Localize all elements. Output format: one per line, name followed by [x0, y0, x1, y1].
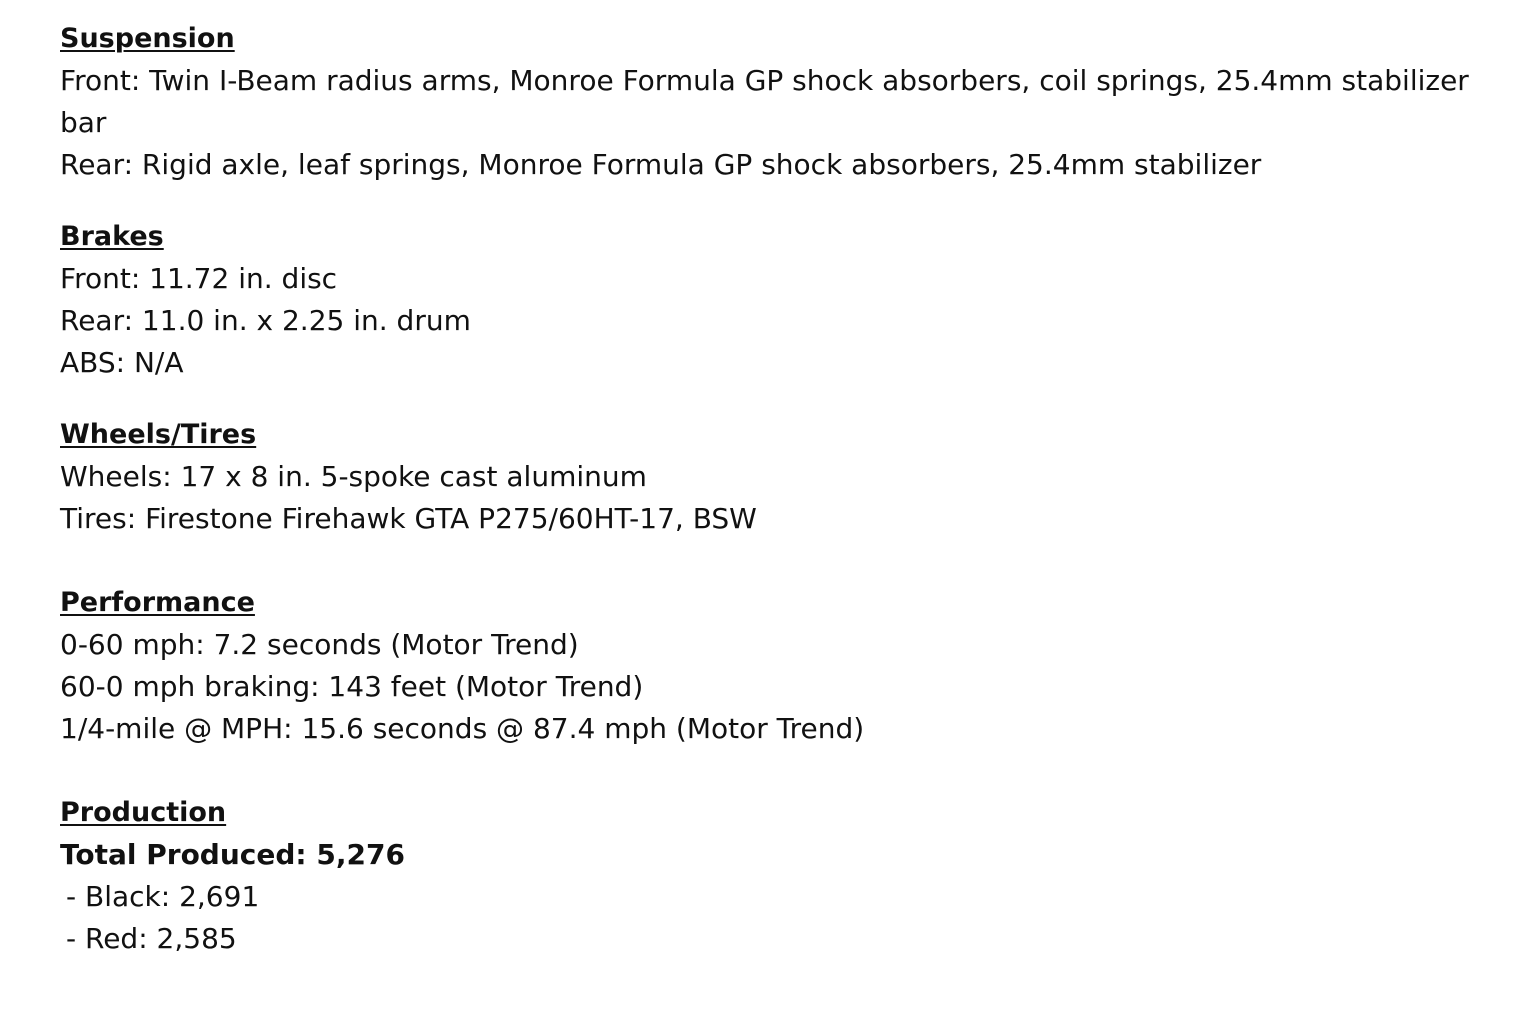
suspension-heading: Suspension: [60, 23, 235, 54]
quarter-mile-time: 1/4-mile @ MPH: 15.6 seconds @ 87.4 mph (Motor Trend): [60, 712, 865, 745]
brakes-rear: Rear: 11.0 in. x 2.25 in. drum: [60, 304, 471, 337]
suspension-section: [60, 18, 1480, 186]
production-red: - Red: 2,585: [66, 922, 237, 955]
wheels-spec: Wheels: 17 x 8 in. 5-spoke cast aluminum: [60, 460, 647, 493]
wheels-tires-heading: Wheels/Tires: [60, 419, 257, 450]
suspension-front: Front: Twin I-Beam radius arms, Monroe Formula GP shock absorbers, coil springs, 25.4mm stabilizer bar: [60, 64, 1469, 139]
production-heading: Production: [60, 797, 227, 828]
performance-section: [60, 582, 1480, 750]
wheels-tires-section: [60, 414, 1480, 540]
zero-sixty-time: 0-60 mph: 7.2 seconds (Motor Trend): [60, 628, 579, 661]
brakes-heading: Brakes: [60, 221, 164, 252]
section-spacer: [60, 540, 1480, 582]
tires-spec: Tires: Firestone Firehawk GTA P275/60HT-17, BSW: [60, 502, 757, 535]
spec-document: [60, 18, 1480, 960]
section-spacer: [60, 750, 1480, 792]
section-spacer: [60, 186, 1480, 216]
suspension-rear: Rear: Rigid axle, leaf springs, Monroe Formula GP shock absorbers, 25.4mm stabilizer: [60, 148, 1262, 181]
braking-distance: 60-0 mph braking: 143 feet (Motor Trend): [60, 670, 644, 703]
section-spacer: [60, 384, 1480, 414]
performance-heading: Performance: [60, 587, 255, 618]
brakes-section: [60, 216, 1480, 384]
total-produced: Total Produced: 5,276: [60, 838, 405, 871]
production-section: [60, 792, 1480, 960]
brakes-front: Front: 11.72 in. disc: [60, 262, 338, 295]
production-black: - Black: 2,691: [66, 880, 260, 913]
brakes-abs: ABS: N/A: [60, 346, 184, 379]
